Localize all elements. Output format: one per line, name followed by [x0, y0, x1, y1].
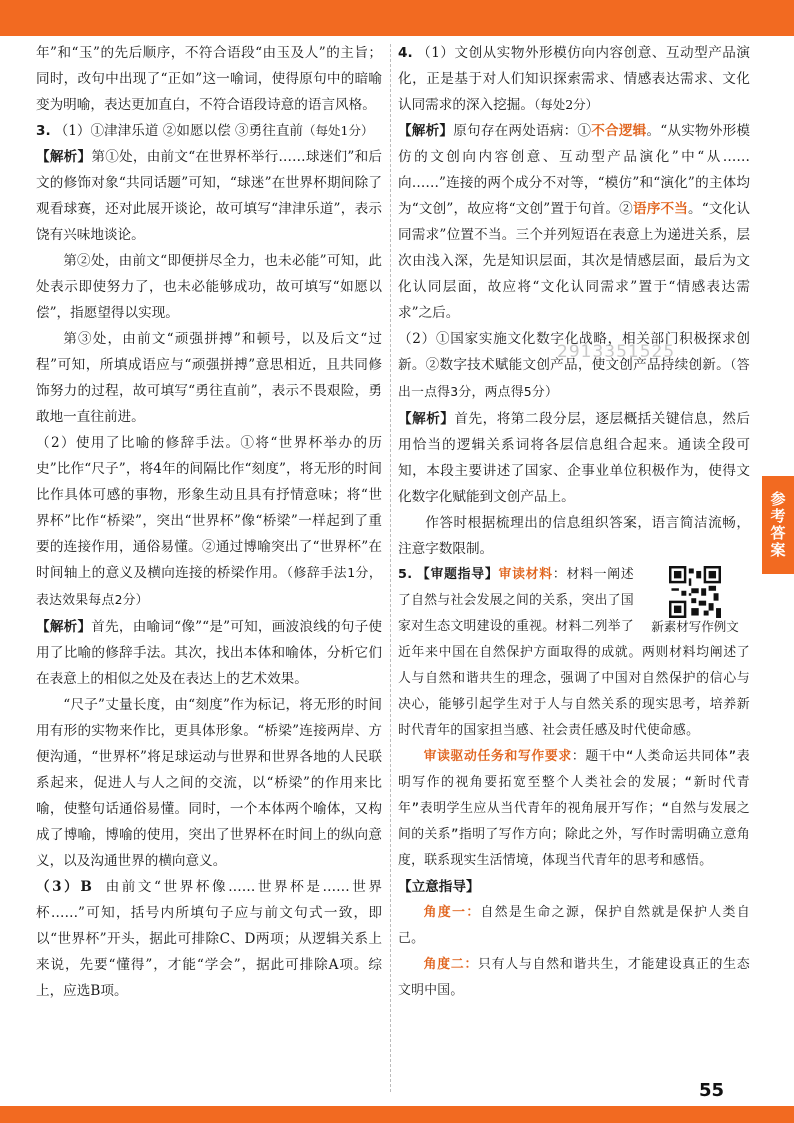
q3-answer-2 [36, 430, 382, 614]
angle-2-label: 角度二： [423, 957, 479, 972]
q3-answer-3-label: （3）B [36, 879, 92, 895]
page-number: 55 [698, 1080, 724, 1101]
right-column [398, 40, 750, 1004]
qr-block [640, 562, 750, 636]
q3-analysis-4 [36, 614, 382, 692]
q3-analysis-3: 第③处，由前文“顽强拼搏”和顿号，以及后文“过程”可知，所填成语应与“顽强拼搏”意思相近，且共同修饰努力的过程，故可填写“勇往直前”，表示不畏艰险，勇敢地一直往前进。 [36, 331, 382, 425]
q4-answer-2 [398, 326, 750, 406]
q3-analysis-2: 第②处，由前文“即便拼尽全力，也未必能”可知，此处表示即使努力了，也未必能够成功，故可填写“如愿以偿”，指愿望得以实现。 [36, 253, 382, 321]
q4-answer-2-score: （答出一点得3分，两点得5分） [398, 358, 751, 400]
q3-analysis-1 [36, 144, 382, 248]
q4-number: 4. [398, 45, 413, 61]
q4-analysis-1-c: 。“文化认同需求”位置不当。三个并列短语在表意上为递进关系，层次由浅入深，先是知识层面，其次是情感层面，最后为文化认同层面，故应将“文化认同需求”置于“情感表达需求”之后。 [398, 201, 751, 321]
q4-answer-1-score: （每处2分） [533, 97, 599, 112]
qr-caption: 新素材写作例文 [651, 619, 739, 634]
question-3 [36, 118, 382, 1004]
analysis-tag: 【解析】 [36, 619, 92, 635]
analysis-tag: 【解析】 [398, 411, 455, 427]
angle-1-text: 自然是生命之源，保护自然就是保护人类自己。 [398, 905, 750, 946]
q4-answer-2-text: （2）①国家实施文化数字化战略，相关部门积极探求创新。②数字技术赋能文创产品，使文创产品持续创新。 [398, 331, 750, 373]
analysis-tag: 【解析】 [398, 123, 454, 139]
material-text: ：材料一阐述了自然与社会发展之间的关系，突出了国家对生态文明建设的重视。材料二列举了近年来中国在自然保护方面取得的成就。两则材料均阐述了人与自然和谐共生的理念，强调了中国对自然保护的信心与决心，能够引起学生对于人与自然关系的现实思考，培养新时代青年的国家担当感、社会责任感及时代使命感。 [398, 567, 750, 738]
q4-answer-1-text: （1）文创从实物外形模仿向内容创意、互动型产品演化，正是基于对人们知识探索需求、情感表达需求、文化认同需求的深入挖掘。 [398, 45, 750, 113]
task-label: 审读驱动任务和写作要求 [423, 749, 572, 764]
q3-analysis-1-text: 第①处，由前文“在世界杯举行……球迷们”和后文的修饰对象“共同话题”可知，“球迷”在世界杯期间除了观看球赛，还对此展开谈论，故可填写“津津乐道”，表示饶有兴味地谈论。 [36, 149, 383, 243]
idea-tag [398, 874, 750, 900]
q5-task [398, 744, 750, 874]
guide-tag: 【审题指导】 [416, 567, 499, 582]
q3-answer-1 [36, 118, 382, 144]
highlight-illogical: 不合逻辑 [591, 123, 647, 139]
highlight-word-order: 语序不当 [632, 201, 688, 217]
side-tab-char: 答 [770, 524, 786, 542]
q3-analysis-5: “尺子”丈量长度，由“刻度”作为标记，将无形的时间用有形的实物来作比，更具体形象。“桥梁”连接两岸、方便沟通，“世界杯”将足球运动与世界和世界各地的人民联系起来，促进人与人之间的交流，以“桥梁”的作用来比喻，使整句话通俗易懂。同时，一个本体两个喻体，又构成了博喻，博喻的使用，突出了世界杯在时间上的纵向意义，以及沟通世界的横向意义。 [36, 697, 382, 869]
q4-analysis-1-b: 。“从实物外形模仿的文创向内容创意、互动型产品演化”中“从……向……”连接的两个成分不对等，“模仿”和“演化”的主体均为“文创”，故应将“文创”置于句首。② [398, 123, 751, 217]
q3-answer-1-text: （1）①津津乐道 ②如愿以偿 ③勇往直前 [54, 123, 304, 139]
q4-analysis-2 [398, 406, 750, 510]
angle-2 [398, 952, 750, 1004]
material-label: 审读材料 [498, 567, 553, 582]
q4-answer-1 [398, 40, 750, 118]
angle-1-label: 角度一： [423, 905, 481, 920]
angle-2-text: 只有人与自然和谐共生，才能建设真正的生态文明中国。 [398, 957, 751, 998]
q3-number: 3. [36, 123, 51, 139]
task-text: ：题干中“人类命运共同体”表明写作的视角要拓宽至整个人类社会的发展；“新时代青年”表明学生应从当代青年的视角展开写作；“自然与发展之间的关系”指明了写作方向；除此之外，写作时需明确立意角度，联系现实生活情境，体现当代青年的思考和感悟。 [398, 749, 750, 868]
q3-analysis-4-text: 首先，由喻词“像”“是”可知，画波浪线的句子使用了比喻的修辞手法。其次，找出本体和喻体，分析它们在表意上的相似之处及在表达上的艺术效果。 [36, 619, 383, 687]
q4-analysis-1-a: 原句存在两处语病：① [453, 123, 592, 139]
q3-answer-3 [36, 874, 382, 1004]
q5-number: 5. [398, 567, 413, 582]
q3-answer-1-score: （每处1分） [303, 123, 374, 138]
q3-answer-3-text: 由前文“世界杯像……世界杯是……世界杯……”可知，括号内所填句子应与前文句式一致，即以“世界杯”开头，据此可排除C、D两项；从逻辑关系上来说，先要“懂得”，才能“学会”，据此可排除A项。综上，应选B项。 [36, 879, 382, 999]
top-decor-bar [0, 0, 794, 36]
question-4 [398, 40, 750, 562]
side-tab-char: 案 [770, 541, 786, 559]
side-tab-char: 考 [770, 507, 786, 525]
bottom-decor-bar [0, 1106, 794, 1123]
watermark-number: 2913351525 [557, 342, 676, 362]
continued-paragraph: 年”和“玉”的先后顺序，不符合语段“由玉及人”的主旨；同时，改句中出现了“正如”这一喻词，使得原句中的暗喻变为明喻，表达更加直白，不符合语段诗意的语言风格。 [36, 45, 382, 113]
left-column [36, 40, 382, 1004]
question-5 [398, 562, 750, 1004]
q4-analysis-1 [398, 118, 750, 326]
side-tab-char: 参 [770, 490, 786, 508]
column-divider [390, 44, 391, 1092]
qr-code-icon[interactable] [669, 566, 721, 618]
idea-tag-text: 【立意指导】 [398, 879, 480, 895]
q3-answer-2-score: （修辞手法1分，表达效果每点2分） [36, 566, 382, 608]
angle-1 [398, 900, 750, 952]
analysis-tag: 【解析】 [36, 149, 92, 165]
q3-answer-2-text: （2）使用了比喻的修辞手法。①将“世界杯举办的历史”比作“尺子”，将4年的间隔比作“刻度”，将无形的时间比作具体可感的事物，形象生动且具有抒情意味；将“世界杯”比作“桥梁”，突出“世界杯”像“桥梁”一样起到了重要的连接作用，通俗易懂。②通过博喻突出了“世界杯”在时间轴上的意义及横向连接的桥梁作用。 [36, 435, 382, 581]
q4-analysis-3: 作答时根据梳理出的信息组织答案，语言简洁流畅，注意字数限制。 [398, 515, 750, 557]
side-tab-answers [762, 476, 794, 574]
q4-analysis-2-text: 首先，将第二段分层，逐层概括关键信息，然后用恰当的逻辑关系词将各层信息组合起来。通读全段可知，本段主要讲述了国家、企事业单位积极作为，使得文化数字化赋能到文创产品上。 [398, 411, 751, 505]
